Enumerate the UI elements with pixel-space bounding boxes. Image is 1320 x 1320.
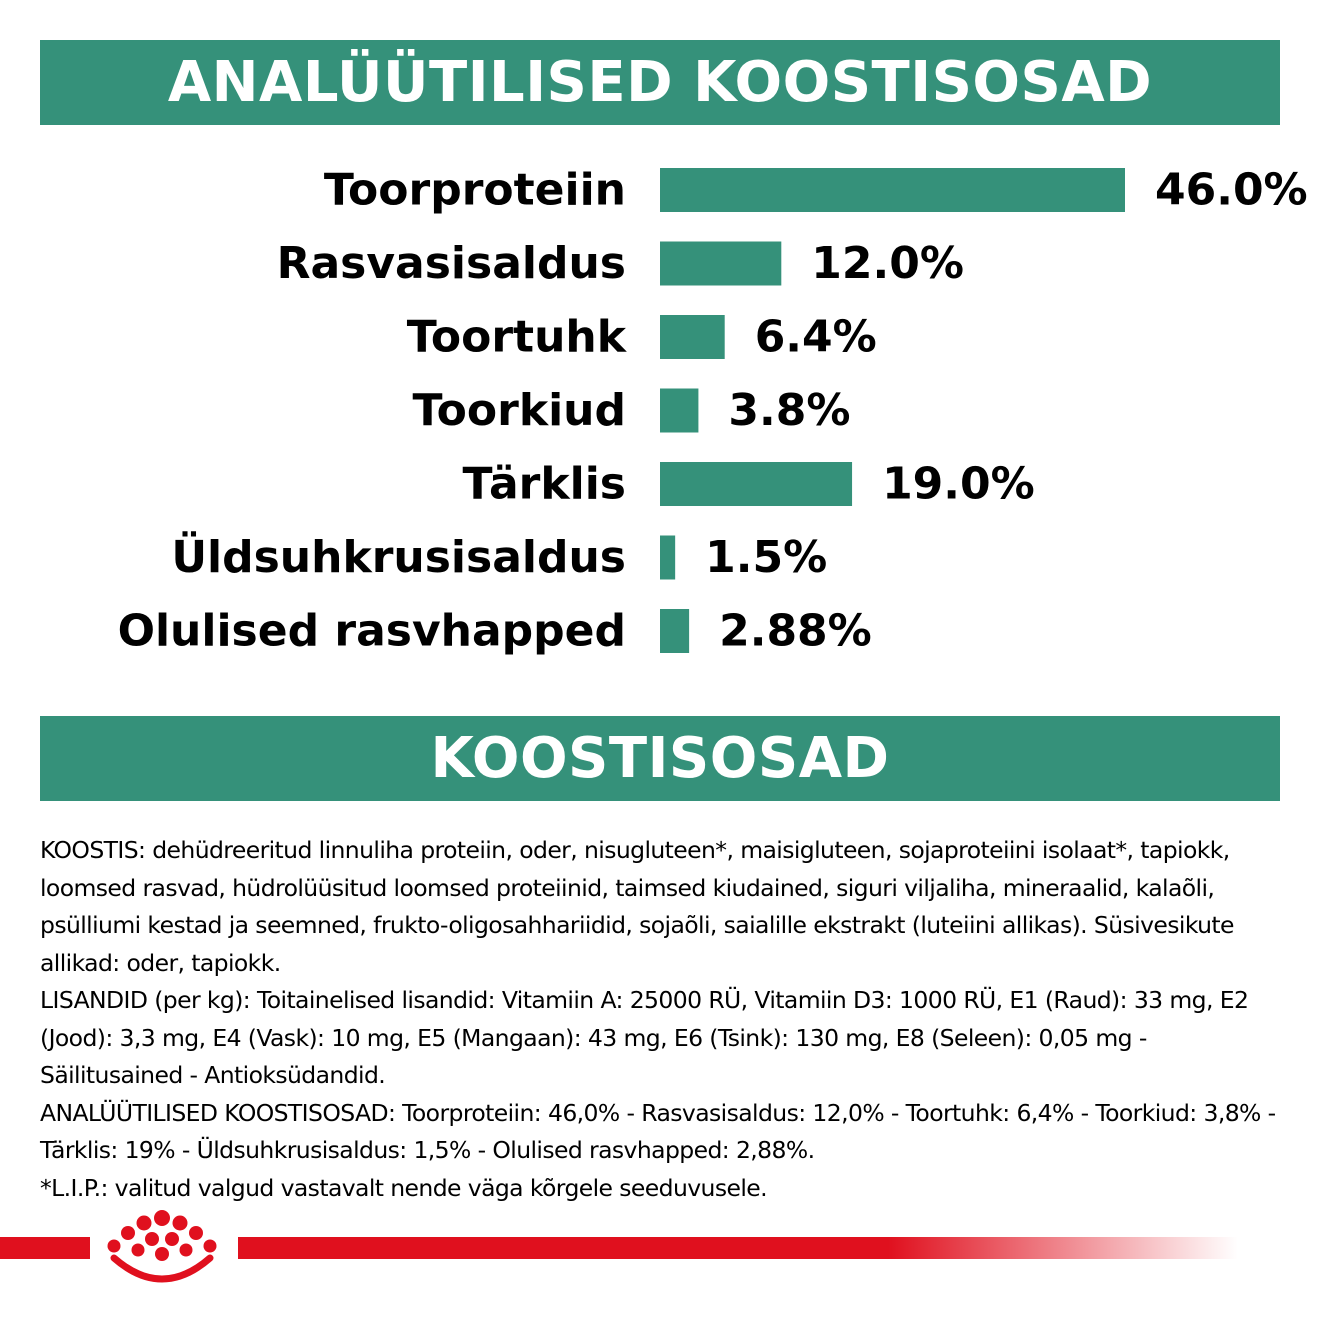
data-label: 46.0% xyxy=(1155,164,1308,216)
data-label: 12.0% xyxy=(811,238,964,289)
crown-dot xyxy=(165,1232,179,1246)
crown-dot xyxy=(137,1216,152,1231)
category-label: Üldsuhkrusisaldus xyxy=(171,532,626,583)
bar xyxy=(660,609,689,653)
crown-arc xyxy=(114,1258,210,1279)
crown-dot xyxy=(145,1232,159,1246)
data-label: 1.5% xyxy=(705,532,828,583)
footer-stripe-right xyxy=(238,1237,1238,1259)
category-label: Toortuhk xyxy=(406,311,626,363)
data-label: 6.4% xyxy=(754,311,877,363)
bar xyxy=(660,242,781,286)
crown-dot xyxy=(155,1247,169,1261)
ingredients-footnote: *L.I.P.: valitud valgud vastavalt nende väga kõrgele seeduvusele. xyxy=(40,1173,768,1202)
ingredients-additives: LISANDID (per kg): Toitainelised lisandid: Vitamiin A: 25000 RÜ, Vitamiin D3: 1000 RÜ, E1 (Raud): 33 mg, E2 (Jood): 3,3 mg, E4 (Vask): 10 mg, E5 (Mangaan): 43 mg, E6 (Tsink): 130 mg, E8 (Seleen): 0,05 mg - Säilitusained - Antioksüdandid. xyxy=(40,986,1249,1089)
bar xyxy=(660,315,725,359)
ingredients-text xyxy=(40,832,1280,1207)
crown-dot xyxy=(154,1210,170,1226)
crown-dot xyxy=(132,1244,145,1257)
section-header-ingredients xyxy=(40,716,1280,801)
crown-dot xyxy=(204,1240,217,1253)
crown-dot xyxy=(108,1240,121,1253)
data-label: 2.88% xyxy=(719,605,872,657)
footer-stripe-left xyxy=(0,1237,90,1259)
bar xyxy=(660,389,698,433)
data-label: 3.8% xyxy=(728,385,851,436)
ingredients-analytical: ANALÜÜTILISED KOOSTISOSAD: Toorproteiin: 46,0% - Rasvasisaldus: 12,0% - Toortuhk: 6,4% - Toorkiud: 3,8% - Tärklis: 19% - Üldsuhkrusisaldus: 1,5% - Olulised rasvhapped: 2,88%. xyxy=(40,1098,1276,1164)
category-label: Tärklis xyxy=(462,458,626,510)
crown-dot xyxy=(180,1244,193,1257)
section-title: ANALÜÜTILISED KOOSTISOSAD xyxy=(167,50,1153,115)
bar xyxy=(660,536,675,580)
category-label: Toorkiud xyxy=(412,385,626,436)
data-label: 19.0% xyxy=(882,458,1035,510)
category-label: Olulised rasvhapped xyxy=(117,605,626,657)
bar xyxy=(660,168,1125,212)
category-label: Toorproteiin xyxy=(323,164,626,216)
section-title: KOOSTISOSAD xyxy=(430,726,890,791)
bar xyxy=(660,462,852,506)
nutrient-bar-chart xyxy=(0,150,1320,690)
crown-dot xyxy=(189,1226,203,1240)
section-header-analytical xyxy=(40,40,1280,125)
ingredients-composition: KOOSTIS: dehüdreeritud linnuliha proteiin, oder, nisugluteen*, maisigluteen, sojaproteiini isolaat*, tapiokk, loomsed rasvad, hüdrolüüsitud loomsed proteiinid, taimsed kiudained, siguri viljaliha, mineraalid, kalaõli, psülliumi kestad ja seemned, frukto-oligosahhariidid, sojaõli, saialille ekstrakt (luteiini allikas). Süsivesikute allikad: oder, tapiokk. xyxy=(40,836,1234,977)
category-label: Rasvasisaldus xyxy=(276,238,626,289)
royal-canin-crown-icon xyxy=(92,1206,232,1288)
crown-dot xyxy=(121,1226,135,1240)
crown-dot xyxy=(173,1216,188,1231)
